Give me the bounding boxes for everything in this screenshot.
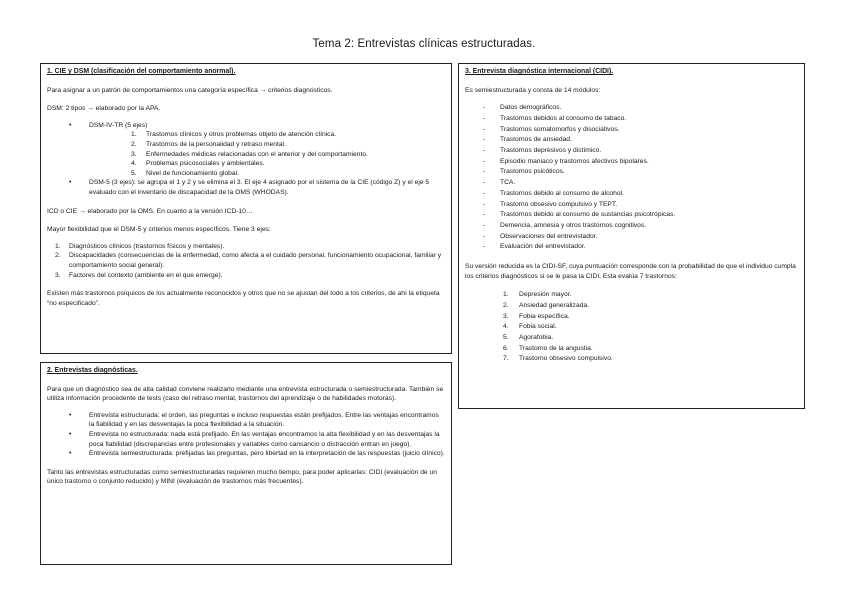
list-item: • Entrevista no estructurada: nada está prefijado. En las ventajas encontramos la alta flexibilidad y en las desventajas la poca fiabilidad (discrepancias entre profesionales y variables como cansancio o distracción entran en juego).: [47, 430, 445, 449]
list-item: 1. Trastornos clínicos y otros problemas objeto de atención clínica.: [131, 131, 337, 139]
section-heading: 2. Entrevistas diagnósticas.: [47, 367, 138, 374]
list-item: - Observaciones del entrevistador.: [465, 232, 798, 243]
list-item: - Trastornos de ansiedad.: [465, 135, 798, 146]
list-item: - Datos demográficos.: [465, 103, 798, 114]
list-item: 6. Trastorno de la angustia.: [503, 344, 593, 352]
list-item: - Trastornos psicóticos.: [465, 167, 798, 178]
section-heading: 3. Entrevista diagnóstica internacional (CIDI).: [465, 68, 614, 75]
list-item: - Evaluación del entrevistador.: [465, 242, 798, 253]
list-item: 3. Fobia específica.: [503, 312, 570, 320]
interview-types-list: [47, 411, 445, 459]
list-item: [47, 121, 445, 179]
page-title: Tema 2: Entrevistas clínicas estructuradas.: [312, 38, 536, 50]
list-item: 3. Factores del contexto (ambiente en el que emerge).: [55, 271, 223, 279]
paragraph: Para asignar a un patrón de comportamientos una categoría específica → criterios diagnósticos.: [47, 86, 333, 94]
dsm-iv-axes: [89, 130, 445, 178]
paragraph: Tanto las entrevistas estructuradas como semiestructuradas requieren mucho tiempo, para poder aplicarlas: CIDI (evaluación de un único trastorno o conjunto reducido) y MINI (evaluación de trastornos más frecuentes).: [47, 468, 437, 486]
paragraph: Su versión reducida es la CIDI-SF, cuya puntuación corresponde con la probabilidad de que el individuo cumpla los criterios diagnósticos si se le pasa la CIDI. Esta evalúa 7 trastornos:: [465, 263, 796, 280]
list-item-text: DSM-IV-TR (5 ejes): [89, 121, 148, 129]
list-item: - Trastornos depresivos y distímico.: [465, 146, 798, 157]
list-item: 2. Ansiedad generalizada.: [503, 301, 589, 309]
paragraph: Mayor flexibilidad que el DSM-5 y criterios menos específicos. Tiene 3 ejes:: [47, 226, 271, 234]
list-item: 4. Fobia social.: [503, 323, 557, 331]
list-item: - Trastornos debido al consumo de alcohol.: [465, 189, 798, 200]
list-item: 7. Trastorno obsesivo compulsivo.: [503, 355, 613, 363]
list-item: - TCA.: [465, 178, 798, 189]
list-item: • Entrevista estructurada: el orden, las preguntas e incluso respuestas están prefijados. Entre las ventajas encontramos la fiabilidad y en las desventajas la poca flexibilidad a la situación.: [47, 411, 445, 430]
section-cie-dsm: [40, 63, 452, 354]
section-entrevistas: [40, 362, 452, 565]
list-item-text: DSM-5 (3 ejes): se agrupa el 1 y 2 y se elimina el 3. El eje 4 asignado por el sistema de la CIE (código Z) y el eje 5 evaluado con el inventario de discapacidad de la OMS (WHODAS).: [89, 179, 430, 196]
list-item: - Trastornos somatomorfos y disociativos.: [465, 125, 798, 136]
icd-axes: [47, 242, 445, 280]
section-cidi: [458, 63, 805, 409]
list-item: 5. Agorafobia.: [503, 334, 554, 342]
list-item: [47, 178, 445, 197]
list-item: - Trastorno obsesivo compulsivo y TEPT.: [465, 200, 798, 211]
cidi-sf-disorders: [465, 290, 798, 365]
paragraph: ICD o CIE → elaborado por la OMS. En cuanto a la versión ICD-10…: [47, 207, 253, 215]
list-item: 1. Depresión mayor.: [503, 291, 572, 299]
list-item: 4. Problemas psicosociales y ambientales.: [131, 160, 265, 168]
list-item: 1. Diagnósticos clínicos (trastornos físicos y mentales).: [55, 242, 225, 250]
cidi-modules: [465, 103, 798, 253]
paragraph: Para que un diagnóstico sea de alta calidad conviene realizarlo mediante una entrevista estructurada o semiestructurada. También se utiliza información procedente de tests (caso del retraso mental, trastornos del aprendizaje o de habilidades motoras).: [47, 385, 444, 403]
dsm-list: [47, 121, 445, 198]
list-item: - Demencia, amnesia y otros trastornos cognitivos.: [465, 221, 798, 232]
section-heading: 1. CIE y DSM (clasificación del comportamiento anormal).: [47, 68, 236, 75]
list-item: 3. Enfermedades médicas relacionadas con el anterior y del comportamiento.: [131, 150, 368, 158]
paragraph: DSM: 2 tipos → elaborado por la APA.: [47, 105, 161, 113]
list-item: - Trastornos debido al consumo de sustancias psicotrópicas.: [465, 210, 798, 221]
list-item: 2. Discapacidades (consecuencias de la enfermedad, como afecta a el cuidado personal, funcionamiento ocupacional, familiar y comportamiento social general).: [55, 252, 442, 269]
list-item: 5. Nivel de funcionamiento global.: [131, 169, 239, 177]
paragraph: Existen más trastornos psíquicos de los actualmente reconocidos y otros que no se ajustan del todo a los criterios, de ahí la etiqueta “no especificado”.: [47, 290, 440, 307]
paragraph: Es semiestructurada y consta de 14 módulos:: [465, 86, 601, 94]
list-item: • Entrevista semiestructurada: prefijadas las preguntas, pero libertad en la interpretación de las respuestas (juicio clínico).: [47, 449, 445, 459]
list-item: 2. Trastornos de la personalidad y retraso mental.: [131, 140, 286, 148]
list-item: - Episodio maniaco y trastornos afectivos bipolares.: [465, 157, 798, 168]
list-item: - Trastornos debidos al consumo de tabaco.: [465, 114, 798, 125]
